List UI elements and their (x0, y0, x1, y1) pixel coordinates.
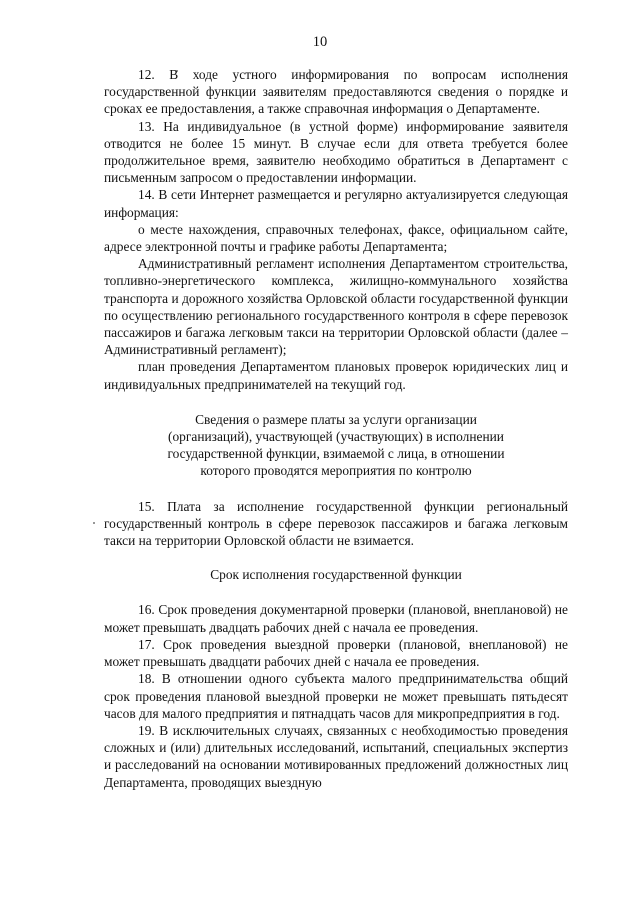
paragraph-13: 13. На индивидуальное (в устной форме) информирование заявителя отводится не более 15 минут. В случае если для ответа требуется более продолжительное время, заявителю необходимо обратиться в Департамент с письменным запросом о предоставлении информации. (104, 118, 568, 186)
paragraph-15: 15. Плата за исполнение государственной функции региональный государственный контроль в сфере перевозок пассажиров и багажа легковым такси на территории Орловской области не взимается. (104, 498, 568, 549)
paragraph-19: 19. В исключительных случаях, связанных с необходимостью проведения сложных и (или) длительных исследований, испытаний, специальных экспертиз и расследований на основании мотивированных предложений должностных лиц Департамента, проводящих выездную (104, 722, 568, 790)
document-body (104, 66, 568, 791)
paragraph-12: 12. В ходе устного информирования по вопросам исполнения государственной функции заявителям предоставляются сведения о порядке и сроках ее предоставления, а также справочная информация о Департаменте. (104, 67, 568, 117)
paragraph-14: 14. В сети Интернет размещается и регулярно актуализируется следующая информация: (104, 187, 568, 220)
section-heading-fee (104, 411, 568, 480)
scan-speck (93, 522, 95, 524)
page-number: 10 (312, 34, 328, 50)
paragraph-17: 17. Срок проведения выездной проверки (плановой, внеплановой) не может превышать двадцати рабочих дней с начала ее проведения. (104, 636, 568, 670)
paragraph-14-item-regulation: Административный регламент исполнения Департаментом строительства, топливно-энергетического комплекса, жилищно-коммунального хозяйства транспорта и дорожного хозяйства Орловской области государственной функции по осуществлению регионального государственного контроля в сфере перевозок пассажиров и багажа легковым такси на территории Орловской области (далее – Административный регламент); (104, 256, 568, 358)
section-heading-term: Срок исполнения государственной функции (210, 567, 462, 583)
paragraph-14-item-contacts: о месте нахождения, справочных телефонах, факсе, официальном сайте, адресе электронной почты и графике работы Департамента; (104, 221, 568, 255)
paragraph-16: 16. Срок проведения документарной проверки (плановой, внеплановой) не может превышать двадцать рабочих дней с начала ее проведения. (104, 602, 568, 635)
paragraph-18: 18. В отношении одного субъекта малого предпринимательства общий срок проведения плановой выездной проверки не может превышать пятьдесят часов для малого предприятия и пятнадцать часов для микропредприятия в год. (104, 671, 568, 721)
heading-line: (организаций), участвующей (участвующих) в исполнении (168, 429, 504, 445)
heading-line: которого проводятся мероприятия по контролю (200, 463, 472, 479)
heading-line: Сведения о размере платы за услуги организации (195, 411, 477, 427)
heading-line: государственной функции, взимаемой с лица, в отношении (167, 446, 505, 462)
paragraph-14-item-plan: план проведения Департаментом плановых проверок юридических лиц и индивидуальных предпринимателей на текущий год. (104, 359, 568, 392)
